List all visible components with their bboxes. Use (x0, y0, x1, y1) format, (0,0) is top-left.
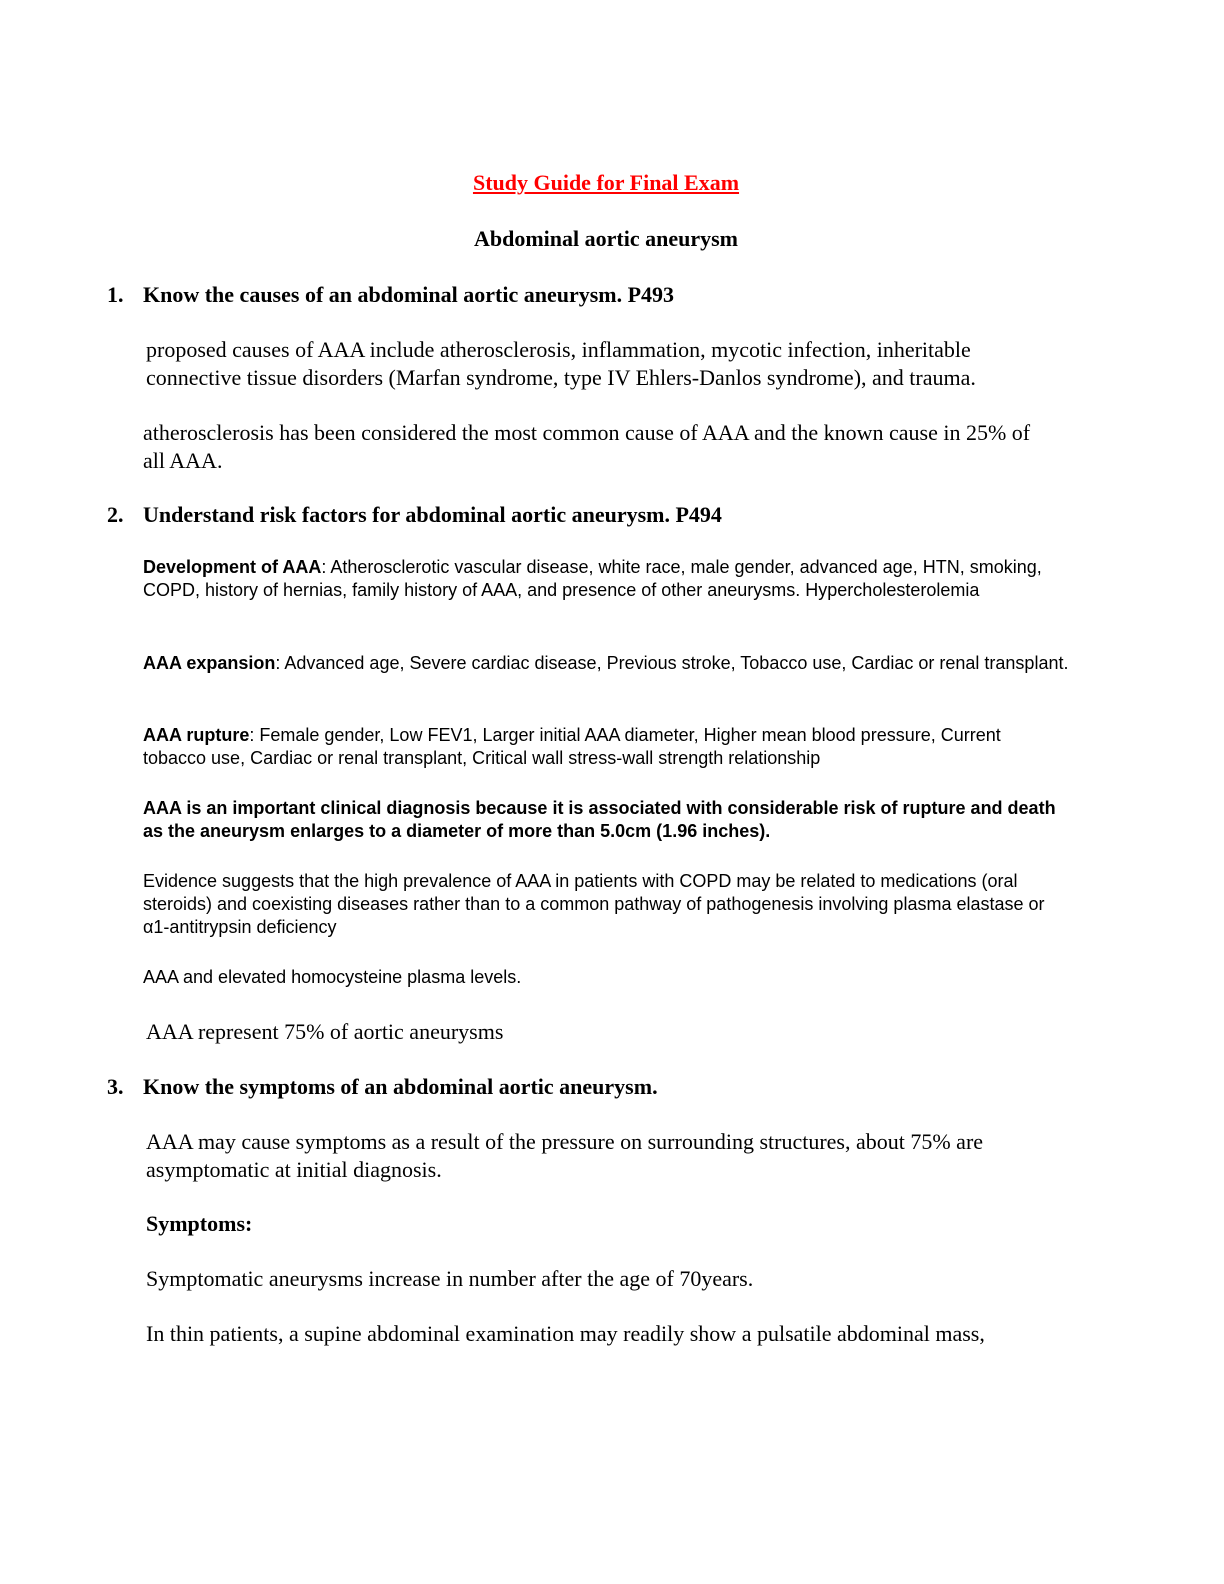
question-3-number: 3. (107, 1074, 124, 1099)
section-title: Abdominal aortic aneurysm (474, 226, 738, 251)
development-label: Development of AAA (143, 557, 322, 577)
symptoms-label: Symptoms: (146, 1211, 253, 1236)
question-1-number: 1. (107, 282, 124, 307)
expansion-text: : Advanced age, Severe cardiac disease, Previous stroke, Tobacco use, Cardiac or renal transplant. (275, 653, 1069, 673)
expansion-risk-paragraph (143, 652, 1073, 675)
aaa-represent-paragraph: AAA represent 75% of aortic aneurysms (146, 1019, 504, 1044)
expansion-label: AAA expansion (143, 653, 276, 673)
question-2-heading: Understand risk factors for abdominal aortic aneurysm. P494 (143, 502, 722, 527)
rupture-label: AAA rupture (143, 725, 250, 745)
question-3-heading: Know the symptoms of an abdominal aortic aneurysm. (143, 1074, 658, 1099)
symptoms-intro-paragraph: AAA may cause symptoms as a result of the pressure on surrounding structures, about 75% are asymptomatic at initial diagnosis. (146, 1129, 984, 1182)
development-text: : Atherosclerotic vascular disease, white race, male gender, advanced age, HTN, smoking, COPD, history of hernias, family history of AAA, and presence of other aneurysms. Hypercholesterolemia (143, 557, 1042, 600)
thin-patients-paragraph: In thin patients, a supine abdominal examination may readily show a pulsatile abdominal mass, (146, 1321, 985, 1346)
question-1-heading: Know the causes of an abdominal aortic aneurysm. P493 (143, 282, 675, 307)
rupture-risk-paragraph (143, 724, 1043, 770)
homocysteine-paragraph: AAA and elevated homocysteine plasma levels. (143, 967, 522, 987)
atherosclerosis-paragraph: atherosclerosis has been considered the most common cause of AAA and the known cause in 25% of all AAA. (143, 420, 1031, 473)
document-title: Study Guide for Final Exam (472, 170, 740, 195)
causes-paragraph: proposed causes of AAA include atherosclerosis, inflammation, mycotic infection, inheritable connective tissue disorders (Marfan syndrome, type IV Ehlers-Danlos syndrome), and trauma. (146, 337, 976, 390)
symptomatic-age-paragraph: Symptomatic aneurysms increase in number after the age of 70years. (146, 1266, 754, 1291)
important-diagnosis-paragraph: AAA is an important clinical diagnosis because it is associated with considerable risk of rupture and death as the aneurysm enlarges to a diameter of more than 5.0cm (1.96 inches). (143, 798, 1056, 841)
question-2-number: 2. (107, 502, 124, 527)
evidence-paragraph: Evidence suggests that the high prevalence of AAA in patients with COPD may be related to medications (oral steroids) and coexisting diseases rather than to a common pathway of pathogenesis involving plasma elastase or α1-antitrypsin deficiency (143, 871, 1045, 937)
rupture-text: : Female gender, Low FEV1, Larger initial AAA diameter, Higher mean blood pressure, Current tobacco use, Cardiac or renal transplant, Critical wall stress-wall strength relationship (143, 725, 1001, 768)
development-risk-paragraph (143, 556, 1063, 602)
